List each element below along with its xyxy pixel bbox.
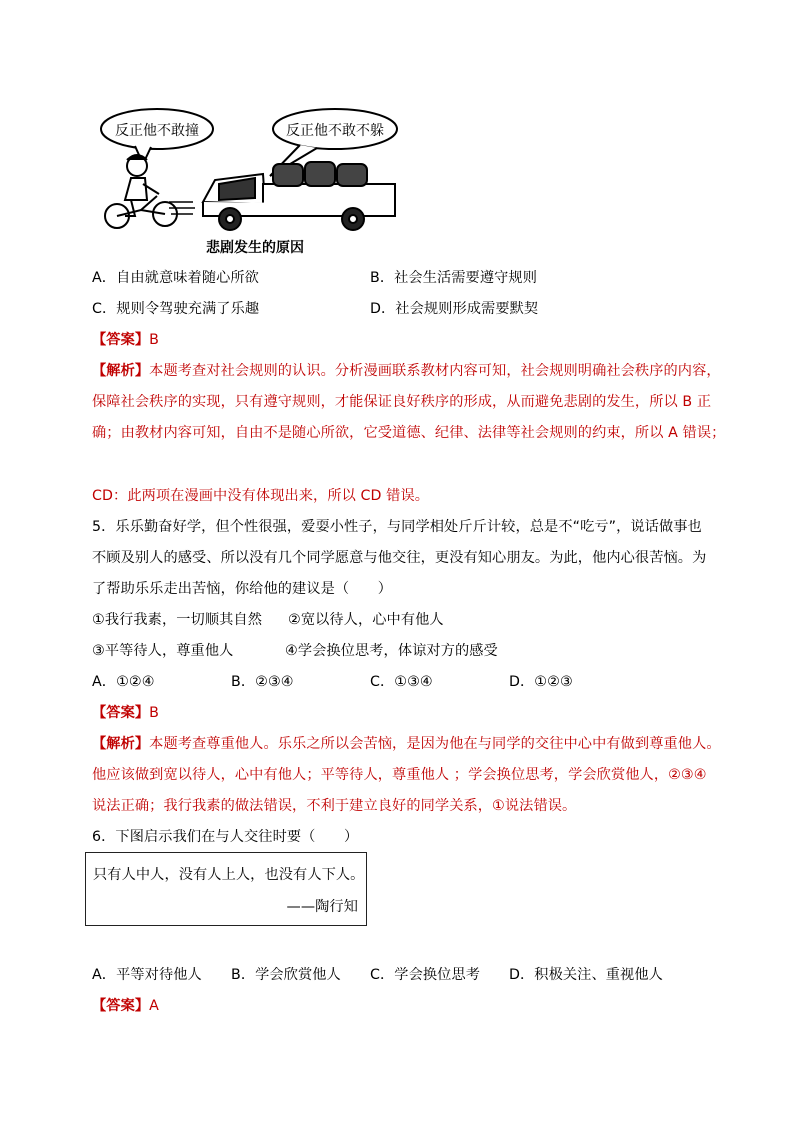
q5-stem-line-3: 了帮助乐乐走出苦恼，你给他的建议是（ ） bbox=[92, 581, 393, 597]
q5-analysis-line-2: 他应该做到宽以待人，心中有他人；平等待人，尊重他人 ；学会换位思考，学会欣赏他人，②③④ bbox=[92, 767, 707, 783]
q4-analysis-line-4: CD：此两项在漫画中没有体现出来，所以 CD 错误。 bbox=[92, 488, 430, 504]
q4-analysis-line-1 bbox=[92, 361, 721, 381]
q4-option-b: B．社会生活需要遵守规则 bbox=[370, 270, 537, 286]
answer-tag: 【答案】 bbox=[92, 332, 150, 348]
q4-analysis-line-3: 确；由教材内容可知，自由不是随心所欲，它受道德、纪律、法律等社会规则的约束，所以 A 错误； bbox=[92, 425, 726, 441]
q4-answer bbox=[92, 330, 159, 350]
quote-box bbox=[85, 852, 367, 926]
q4-analysis-line-2: 保障社会秩序的实现，只有遵守规则，才能保证良好秩序的形成，从而避免悲剧的发生，所以 B 正 bbox=[92, 394, 712, 410]
quote-author: ——陶行知 bbox=[286, 899, 358, 915]
analysis-text: 本题考查对社会规则的认识。分析漫画联系教材内容可知，社会规则明确社会秩序的内容， bbox=[149, 363, 721, 379]
answer-value: A bbox=[149, 998, 159, 1014]
q5-option-a: A．①②④ bbox=[92, 674, 155, 690]
q4-option-c: C．规则令驾驶充满了乐趣 bbox=[92, 301, 260, 317]
q5-answer bbox=[92, 703, 159, 723]
q6-option-b: B．学会欣赏他人 bbox=[231, 967, 341, 983]
q5-stem-line-2: 不顾及别人的感受、所以没有几个同学愿意与他交往，更没有知心朋友。为此，他内心很苦恼。为 bbox=[92, 550, 707, 566]
q6-option-c: C．学会换位思考 bbox=[370, 967, 481, 983]
answer-value: B bbox=[149, 705, 159, 721]
cartoon-illustration bbox=[95, 104, 405, 259]
q6-answer bbox=[92, 996, 159, 1016]
q5-item-1: ①我行我素，一切顺其自然 bbox=[92, 612, 262, 628]
cartoon-caption: 悲剧发生的原因 bbox=[206, 240, 304, 256]
q5-item-4: ④学会换位思考，体谅对方的感受 bbox=[285, 643, 498, 659]
truck-figure bbox=[169, 162, 395, 230]
bubble-left-text: 反正他不敢撞 bbox=[115, 123, 199, 139]
speech-bubble-left bbox=[101, 109, 213, 164]
q5-item-3: ③平等待人，尊重他人 bbox=[92, 643, 234, 659]
q5-analysis-line-1 bbox=[92, 734, 721, 754]
q5-option-b: B．②③④ bbox=[231, 674, 294, 690]
q5-option-d: D．①②③ bbox=[509, 674, 573, 690]
quote-text: 只有人中人，没有人上人，也没有人下人。 bbox=[93, 867, 365, 883]
answer-tag: 【答案】 bbox=[92, 705, 150, 721]
analysis-text: 本题考查尊重他人。乐乐之所以会苦恼，是因为他在与同学的交往中心中有做到尊重他人。 bbox=[149, 736, 721, 752]
analysis-tag: 【解析】 bbox=[92, 363, 150, 379]
q6-option-d: D．积极关注、重视他人 bbox=[509, 967, 663, 983]
bubble-right-text: 反正他不敢不躲 bbox=[286, 123, 384, 139]
answer-value: B bbox=[149, 332, 159, 348]
q6-option-a: A．平等对待他人 bbox=[92, 967, 202, 983]
q4-option-d: D．社会规则形成需要默契 bbox=[370, 301, 539, 317]
q4-option-a: A．自由就意味着随心所欲 bbox=[92, 270, 259, 286]
answer-tag: 【答案】 bbox=[92, 998, 150, 1014]
analysis-tag: 【解析】 bbox=[92, 736, 150, 752]
q5-option-c: C．①③④ bbox=[370, 674, 433, 690]
q5-item-2: ②宽以待人，心中有他人 bbox=[288, 612, 444, 628]
cyclist-figure bbox=[105, 155, 177, 228]
q6-stem: 6．下图启示我们在与人交往时要（ ） bbox=[92, 829, 359, 845]
q5-analysis-line-3: 说法正确；我行我素的做法错误，不利于建立良好的同学关系，①说法错误。 bbox=[92, 798, 577, 814]
q5-stem-line-1: 5．乐乐勤奋好学，但个性很强，爱耍小性子，与同学相处斤斤计较，总是不“吃亏”，说话做事也 bbox=[92, 519, 702, 535]
